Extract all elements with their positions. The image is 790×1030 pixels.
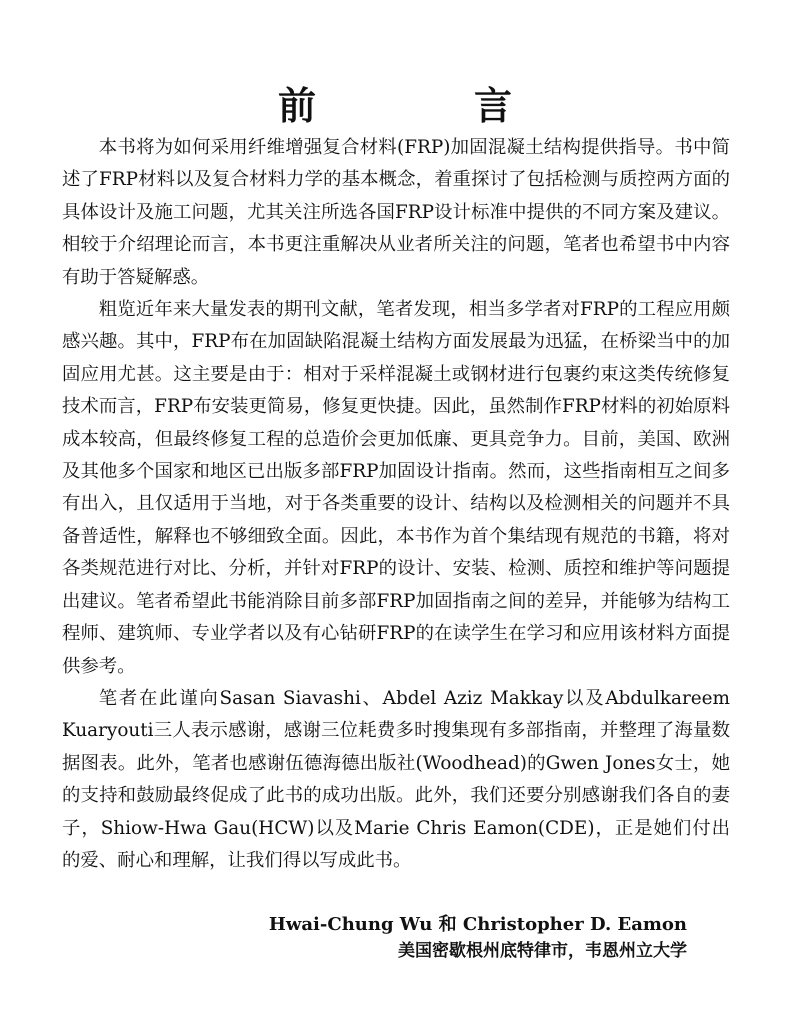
- preface-body: [62, 132, 730, 877]
- signature-block: [269, 912, 687, 964]
- author-names: Hwai-Chung Wu 和 Christopher D. Eamon: [268, 914, 687, 935]
- paragraph-1: 本书将为如何采用纤维增强复合材料(FRP)加固混凝土结构提供指导。书中简述了FRP材料以及复合材料力学的基本概念，着重探讨了包括检测与质控两方面的具体设计及施工问题，尤其关注所选各国FRP设计标准中提供的不同方案及建议。相较于介绍理论而言，本书更注重解决从业者所关注的问题，笔者也希望书中内容有助于答疑解惑。: [62, 137, 730, 288]
- page-title: 前 言: [277, 84, 572, 129]
- author-affiliation: 美国密歇根州底特律市，韦恩州立大学: [398, 941, 687, 961]
- paragraph-3: 笔者在此谨向Sasan Siavashi、Abdel Aziz Makkay以及Abdulkareem Kuaryouti三人表示感谢，感谢三位耗费多时搜集现有多部指南，并整理了海量数据图表。此外，笔者也感谢伍德海德出版社(Woodhead)的Gwen Jones女士，她的支持和鼓励最终促成了此书的成功出版。此外，我们还要分别感谢我们各自的妻子，Shiow-Hwa Gau(HCW)以及Marie Chris Eamon(CDE)，正是她们付出的爱、耐心和理解，让我们得以写成此书。: [62, 687, 730, 871]
- paragraph-2: 粗览近年来大量发表的期刊文献，笔者发现，相当多学者对FRP的工程应用颇感兴趣。其中，FRP布在加固缺陷混凝土结构方面发展最为迅猛，在桥梁当中的加固应用尤甚。这主要是由于：相对于采样混凝土或钢材进行包裹约束这类传统修复技术而言，FRP布安装更简易，修复更快捷。因此，虽然制作FRP材料的初始原料成本较高，但最终修复工程的总造价会更加低廉、更具竞争力。目前，美国、欧洲及其他多个国家和地区已出版多部FRP加固设计指南。然而，这些指南相互之间多有出入，且仅适用于当地，对于各类重要的设计、结构以及检测相关的问题并不具备普适性，解释也不够细致全面。因此，本书作为首个集结现有规范的书籍，将对各类规范进行对比、分析，并针对FRP的设计、安装、检测、质控和维护等问题提出建议。笔者希望此书能消除目前多部FRP加固指南之间的差异，并能够为结构工程师、建筑师、专业学者以及有心钻研FRP的在读学生在学习和应用该材料方面提供参考。: [62, 299, 730, 677]
